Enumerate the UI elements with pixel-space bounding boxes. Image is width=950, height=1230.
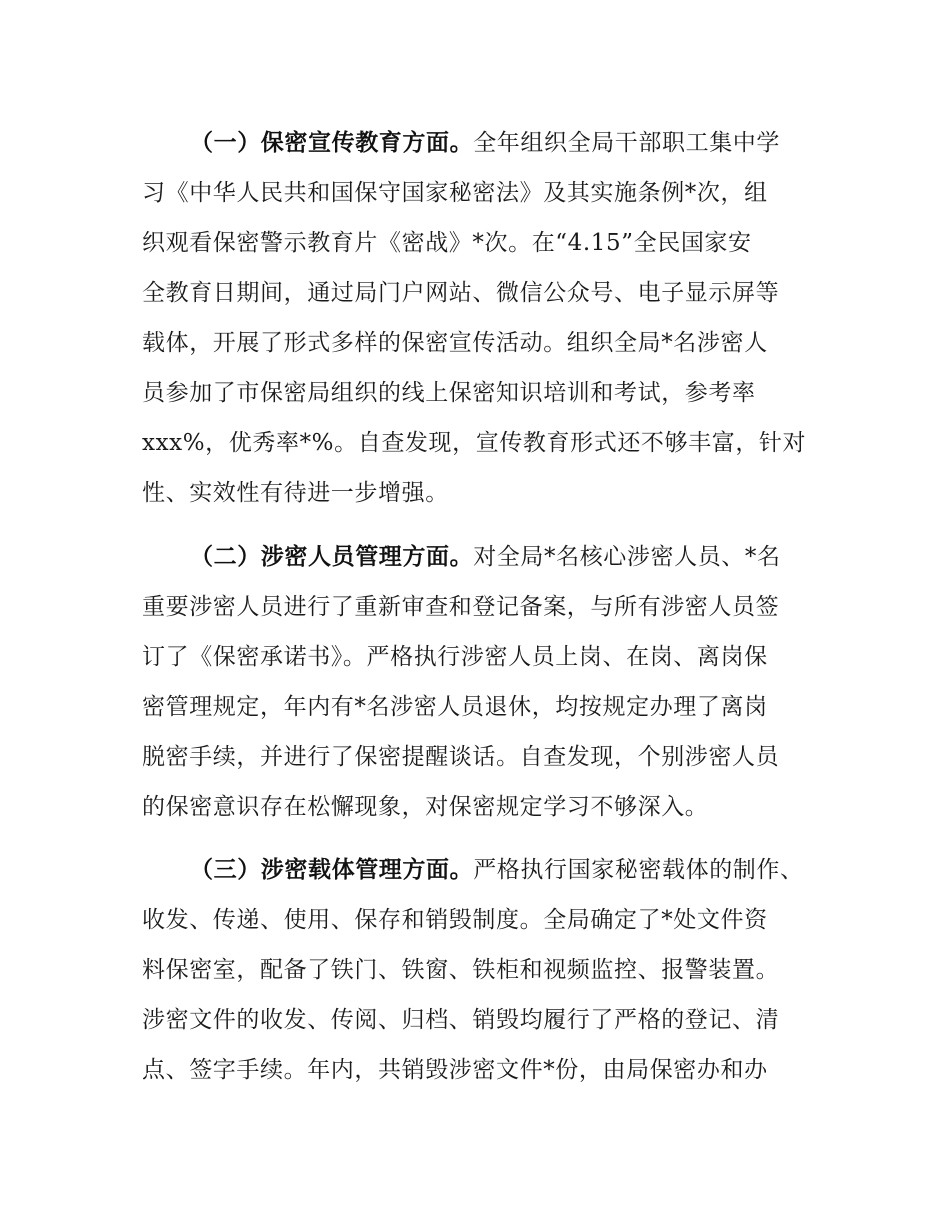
paragraph-3-first-line bbox=[190, 855, 804, 885]
paragraph-2-line-2: 重要涉密人员进行了重新审查和登记备案，与所有涉密人员签 bbox=[142, 594, 780, 620]
paragraph-3-line-2: 收发、传递、使用、保存和销毁制度。全局确定了*处文件资 bbox=[142, 907, 768, 933]
paragraph-1-line-1: 全年组织全局干部职工集中学 bbox=[473, 130, 781, 156]
paragraph-3-line-3: 料保密室，配备了铁门、铁窗、铁柜和视频监控、报警装置。 bbox=[142, 957, 780, 983]
paragraph-2-first-line bbox=[190, 542, 781, 572]
paragraph-3-line-1: 严格执行国家秘密载体的制作、 bbox=[473, 857, 804, 883]
paragraph-1-line-5: 载体，开展了形式多样的保密宣传活动。组织全局*名涉密人 bbox=[142, 330, 768, 356]
paragraph-2-heading: （二）涉密人员管理方面。 bbox=[190, 544, 474, 570]
paragraph-1-line-2: 习《中华人民共和国保守国家秘密法》及其实施条例*次，组 bbox=[142, 180, 768, 206]
paragraph-2-line-3: 订了《保密承诺书》。严格执行涉密人员上岗、在岗、离岗保 bbox=[142, 644, 768, 670]
paragraph-1-line-8: 性、实效性有待进一步增强。 bbox=[142, 480, 449, 506]
paragraph-2-line-5: 脱密手续，并进行了保密提醒谈话。自查发现，个别涉密人员 bbox=[142, 744, 780, 770]
paragraph-2-line-4: 密管理规定，年内有*名涉密人员退休，均按规定办理了离岗 bbox=[142, 694, 768, 720]
paragraph-1-line-6: 员参加了市保密局组织的线上保密知识培训和考试，参考率 bbox=[142, 380, 756, 406]
paragraph-2-line-6: 的保密意识存在松懈现象，对保密规定学习不够深入。 bbox=[142, 794, 709, 820]
paragraph-1-line-3: 织观看保密警示教育片《密战》*次。在“4.15”全民国家安 bbox=[142, 230, 752, 256]
paragraph-3-heading: （三）涉密载体管理方面。 bbox=[190, 857, 474, 883]
paragraph-1-first-line bbox=[190, 128, 780, 158]
paragraph-3-line-5: 点、签字手续。年内，共销毁涉密文件*份，由局保密办和办 bbox=[142, 1057, 768, 1083]
paragraph-1-line-7: xxx%，优秀率*%。自查发现，宣传教育形式还不够丰富，针对 bbox=[142, 430, 807, 456]
paragraph-3-line-4: 涉密文件的收发、传阅、归档、销毁均履行了严格的登记、清 bbox=[142, 1007, 780, 1033]
paragraph-1-heading: （一）保密宣传教育方面。 bbox=[190, 130, 474, 156]
paragraph-1-line-4: 全教育日期间，通过局门户网站、微信公众号、电子显示屏等 bbox=[142, 280, 780, 306]
paragraph-2-line-1: 对全局*名核心涉密人员、*名 bbox=[473, 544, 781, 570]
